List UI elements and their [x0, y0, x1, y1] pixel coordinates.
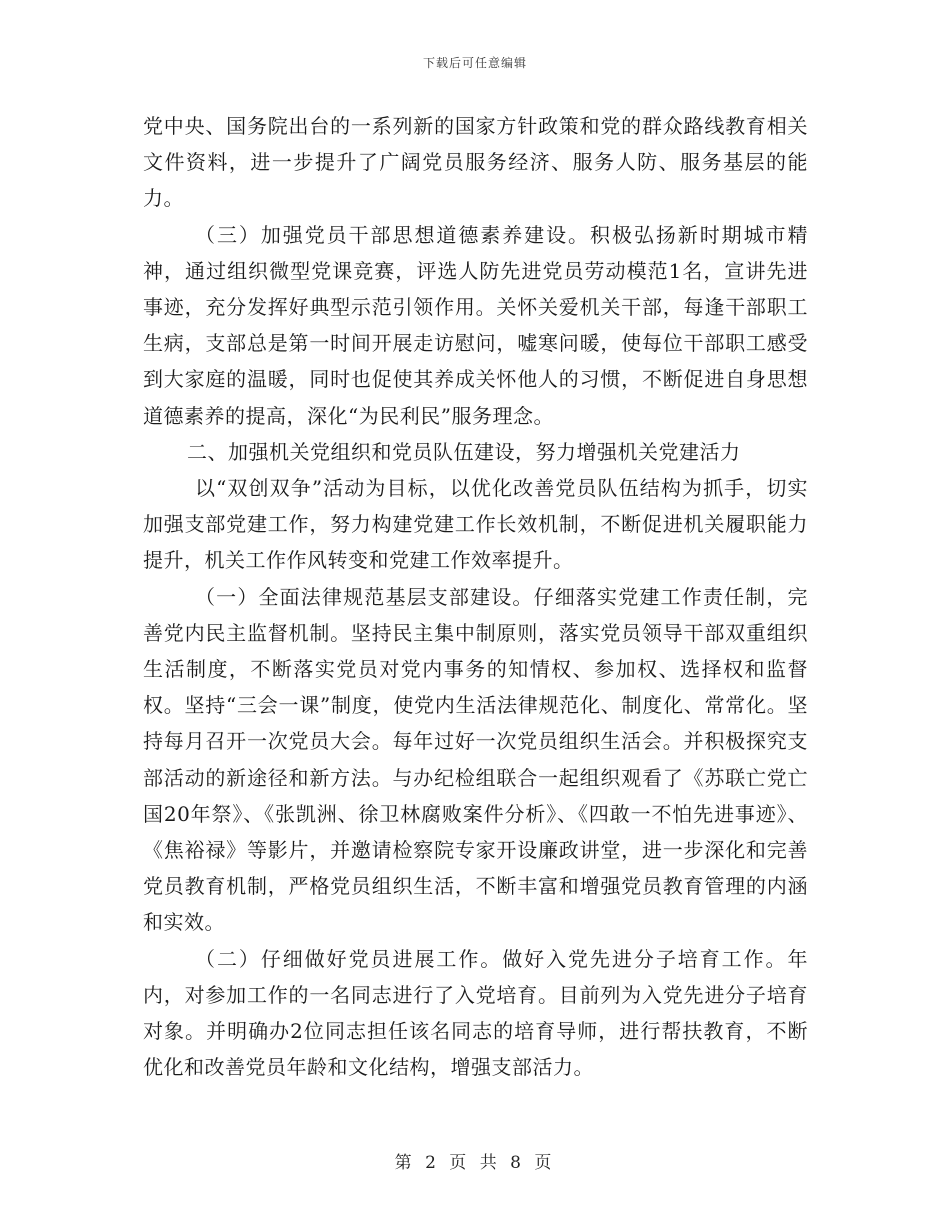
section-heading-2: 二、加强机关党组织和党员队伍建设，努力增强机关党建活力: [187, 439, 741, 464]
page-footer: 第 2 页 共 8 页: [394, 1153, 556, 1173]
paragraph-continuation: 党中央、国务院出台的一系列新的国家方针政策和党的群众路线教育相关文件资料，进一步提升了广阔党员服务经济、服务人防、服务基层的能力。: [143, 114, 808, 211]
page-header: 下载后可任意编辑: [422, 56, 527, 70]
paragraph-intro: 以“双创双争”活动为目标，以优化改善党员队伍结构为抓手，切实加强支部党建工作，努力构建党建工作长效机制，不断促进机关履职能力提升，机关工作作风转变和党建工作效率提升。: [143, 476, 808, 573]
paragraph-subsection-1: （一）全面法律规范基层支部建设。仔细落实党建工作责任制，完善党内民主监督机制。坚持民主集中制原则，落实党员领导干部双重组织生活制度，不断落实党员对党内事务的知情权、参加权、选择权和监督权。坚持“三会一课”制度，使党内生活法律规范化、制度化、常常化。坚持每月召开一次党员大会。每年过好一次党员组织生活会。并积极探究支部活动的新途径和新方法。与办纪检组联合一起组织观看了《苏联亡党亡国20年祭》、《张凯洲、徐卫林腐败案件分析》、《四敢一不怕先进事迹》、《焦裕禄》等影片，并邀请检察院专家开设廉政讲堂，进一步深化和完善党员教育机制，严格党员组织生活，不断丰富和增强党员教育管理的内涵和实效。: [143, 584, 808, 935]
paragraph-section-3: （三）加强党员干部思想道德素养建设。积极弘扬新时期城市精神，通过组织微型党课竞赛，评选人防先进党员劳动模范1名，宣讲先进事迹，充分发挥好典型示范引领作用。关怀关爱机关干部，每逢干部职工生病，支部总是第一时间开展走访慰问，嘘寒问暖，使每位干部职工感受到大家庭的温暖，同时也促使其养成关怀他人的习惯，不断促进自身思想道德素养的提高，深化“为民利民”服务理念。: [143, 222, 808, 428]
paragraph-subsection-2: （二）仔细做好党员进展工作。做好入党先进分子培育工作。年内，对参加工作的一名同志进行了入党培育。目前列为入党先进分子培育对象。并明确办2位同志担任该名同志的培育导师，进行帮扶教育，不断优化和改善党员年龄和文化结构，增强支部活力。: [143, 946, 808, 1080]
document-body: [143, 108, 808, 1085]
